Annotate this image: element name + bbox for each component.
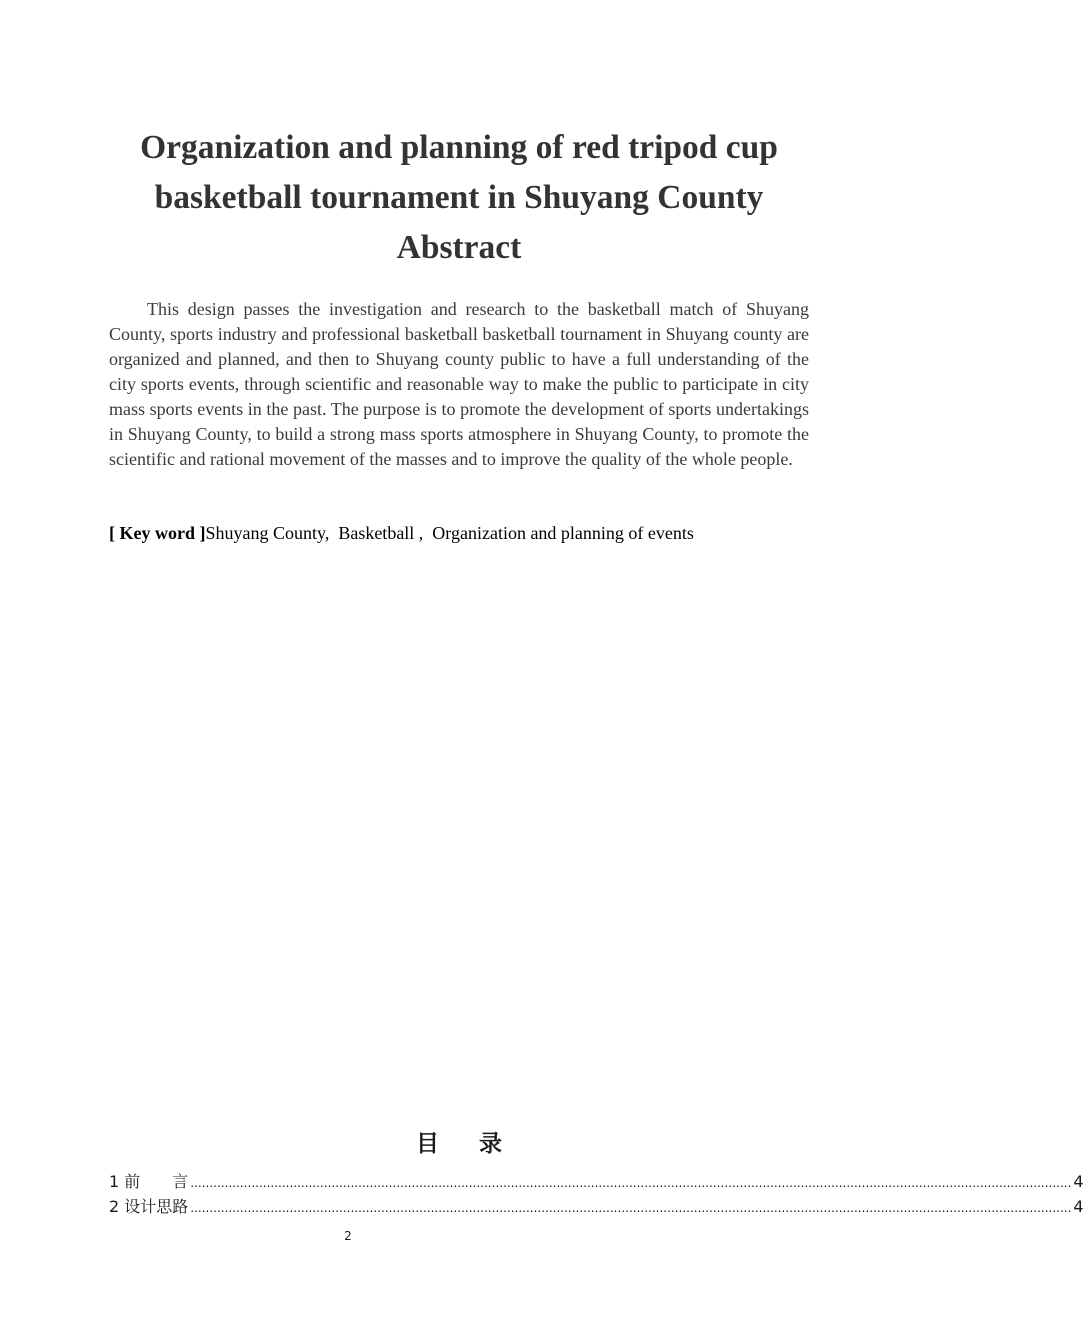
keywords-label: [ Key word ] (109, 523, 206, 543)
page-number: 2 (344, 1229, 352, 1243)
title-line-2: basketball tournament in Shuyang County (154, 179, 764, 216)
toc-leader-dots: ....................................................................................................................................................................................................................................... (190, 1201, 1072, 1215)
toc-heading: 目录 (416, 1131, 542, 1157)
keywords-text: Shuyang County, Basketball , Organization and planning of events (205, 523, 694, 543)
abstract-paragraph: This design passes the investigation and research to the basketball match of Shuyang County, sports industry and professional basketball basketball tournament in Shuyang county are organized and planned, and then to Shuyang county public to have a full understanding of the city sports events, through scientific and reasonable way to make the public to participate in city mass sports events in the past. The purpose is to promote the development of sports undertakings in Shuyang County, to build a strong mass sports atmosphere in Shuyang County, to promote the scientific and rational movement of the masses and to improve the quality of the whole people. (109, 299, 809, 469)
toc-entry-page: 4 (1073, 1172, 1084, 1191)
toc-entry[interactable] (109, 1194, 1084, 1219)
toc-entry-page: 4 (1073, 1197, 1084, 1216)
title-line-1: Organization and planning of red tripod cup (140, 129, 778, 166)
table-of-contents (109, 1169, 1084, 1219)
keywords-line (109, 521, 829, 546)
toc-leader-dots: ....................................................................................................................................................................................................................................... (190, 1176, 1072, 1190)
toc-entry[interactable] (109, 1169, 1084, 1194)
document-title (109, 123, 809, 273)
toc-entry-label: 1 前 言 (109, 1172, 189, 1191)
toc-entry-label: 2 设计思路 (109, 1197, 189, 1216)
abstract-heading: Abstract (396, 229, 522, 266)
